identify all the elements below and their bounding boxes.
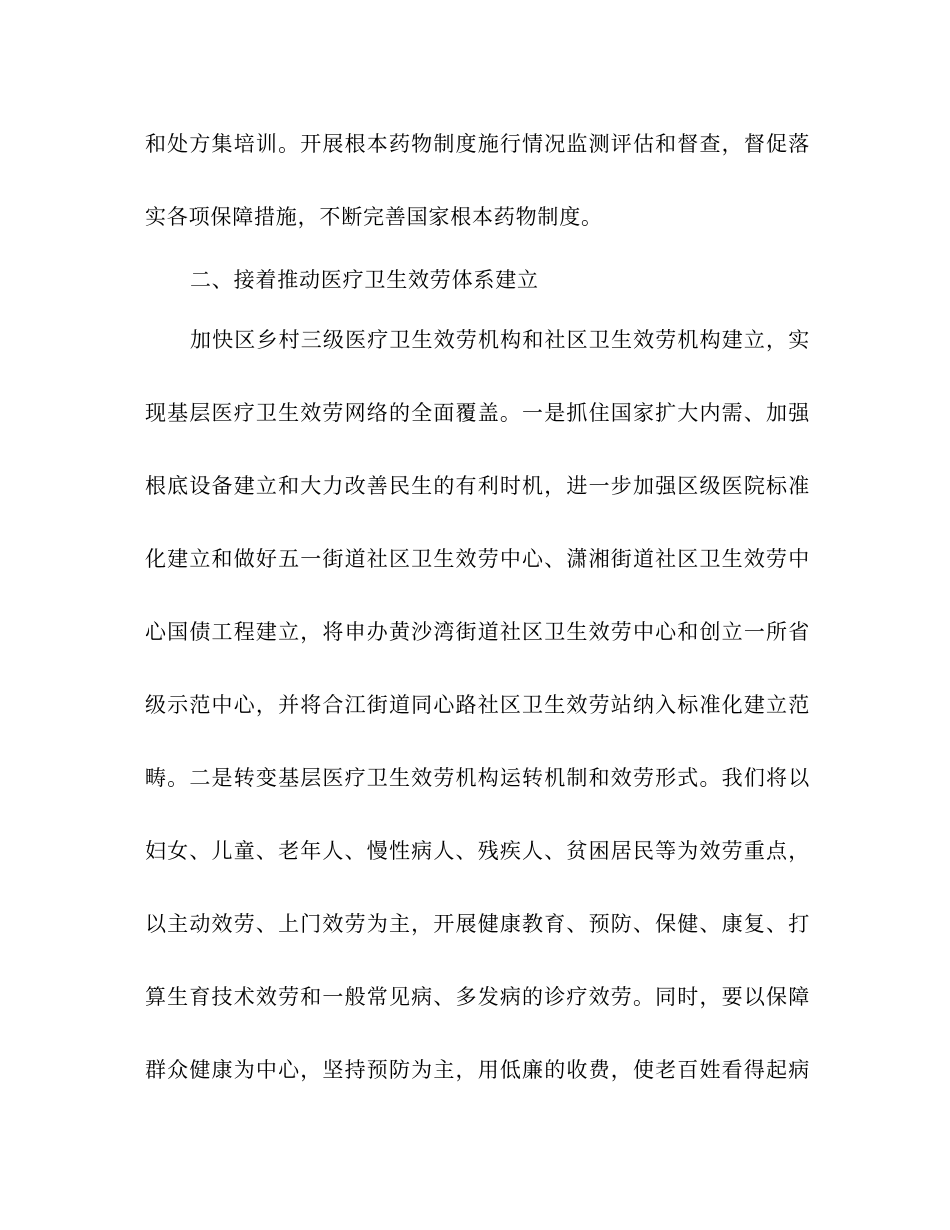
paragraph-line: 算生育技术效劳和一般常见病、多发病的诊疗效劳。同时，要以保障 — [145, 985, 810, 1009]
paragraph-line: 级示范中心，并将合江街道同心路社区卫生效劳站纳入标准化建立范 — [145, 693, 810, 717]
paragraph-line: 以主动效劳、上门效劳为主，开展健康教育、预防、保健、康复、打 — [145, 912, 810, 936]
paragraph-line: 和处方集培训。开展根本药物制度施行情况监测评估和督查，督促落 — [145, 132, 810, 156]
paragraph-line: 妇女、儿童、老年人、慢性病人、残疾人、贫困居民等为效劳重点， — [145, 839, 810, 863]
paragraph-line: 化建立和做好五一街道社区卫生效劳中心、潇湘街道社区卫生效劳中 — [145, 547, 810, 571]
paragraph-line: 群众健康为中心，坚持预防为主，用低廉的收费，使老百姓看得起病 — [145, 1058, 810, 1082]
paragraph-line: 畴。二是转变基层医疗卫生效劳机构运转机制和效劳形式。我们将以 — [145, 766, 810, 790]
paragraph-line: 心国债工程建立，将申办黄沙湾街道社区卫生效劳中心和创立一所省 — [145, 620, 810, 644]
paragraph-line: 实各项保障措施，不断完善国家根本药物制度。 — [145, 205, 603, 229]
paragraph-line: 现基层医疗卫生效劳网络的全面覆盖。一是抓住国家扩大内需、加强 — [145, 401, 810, 425]
section-heading: 二、接着推动医疗卫生效劳体系建立 — [190, 268, 539, 292]
paragraph-line: 加快区乡村三级医疗卫生效劳机构和社区卫生效劳机构建立，实 — [190, 328, 810, 352]
paragraph-line: 根底设备建立和大力改善民生的有利时机，进一步加强区级医院标准 — [145, 474, 810, 498]
